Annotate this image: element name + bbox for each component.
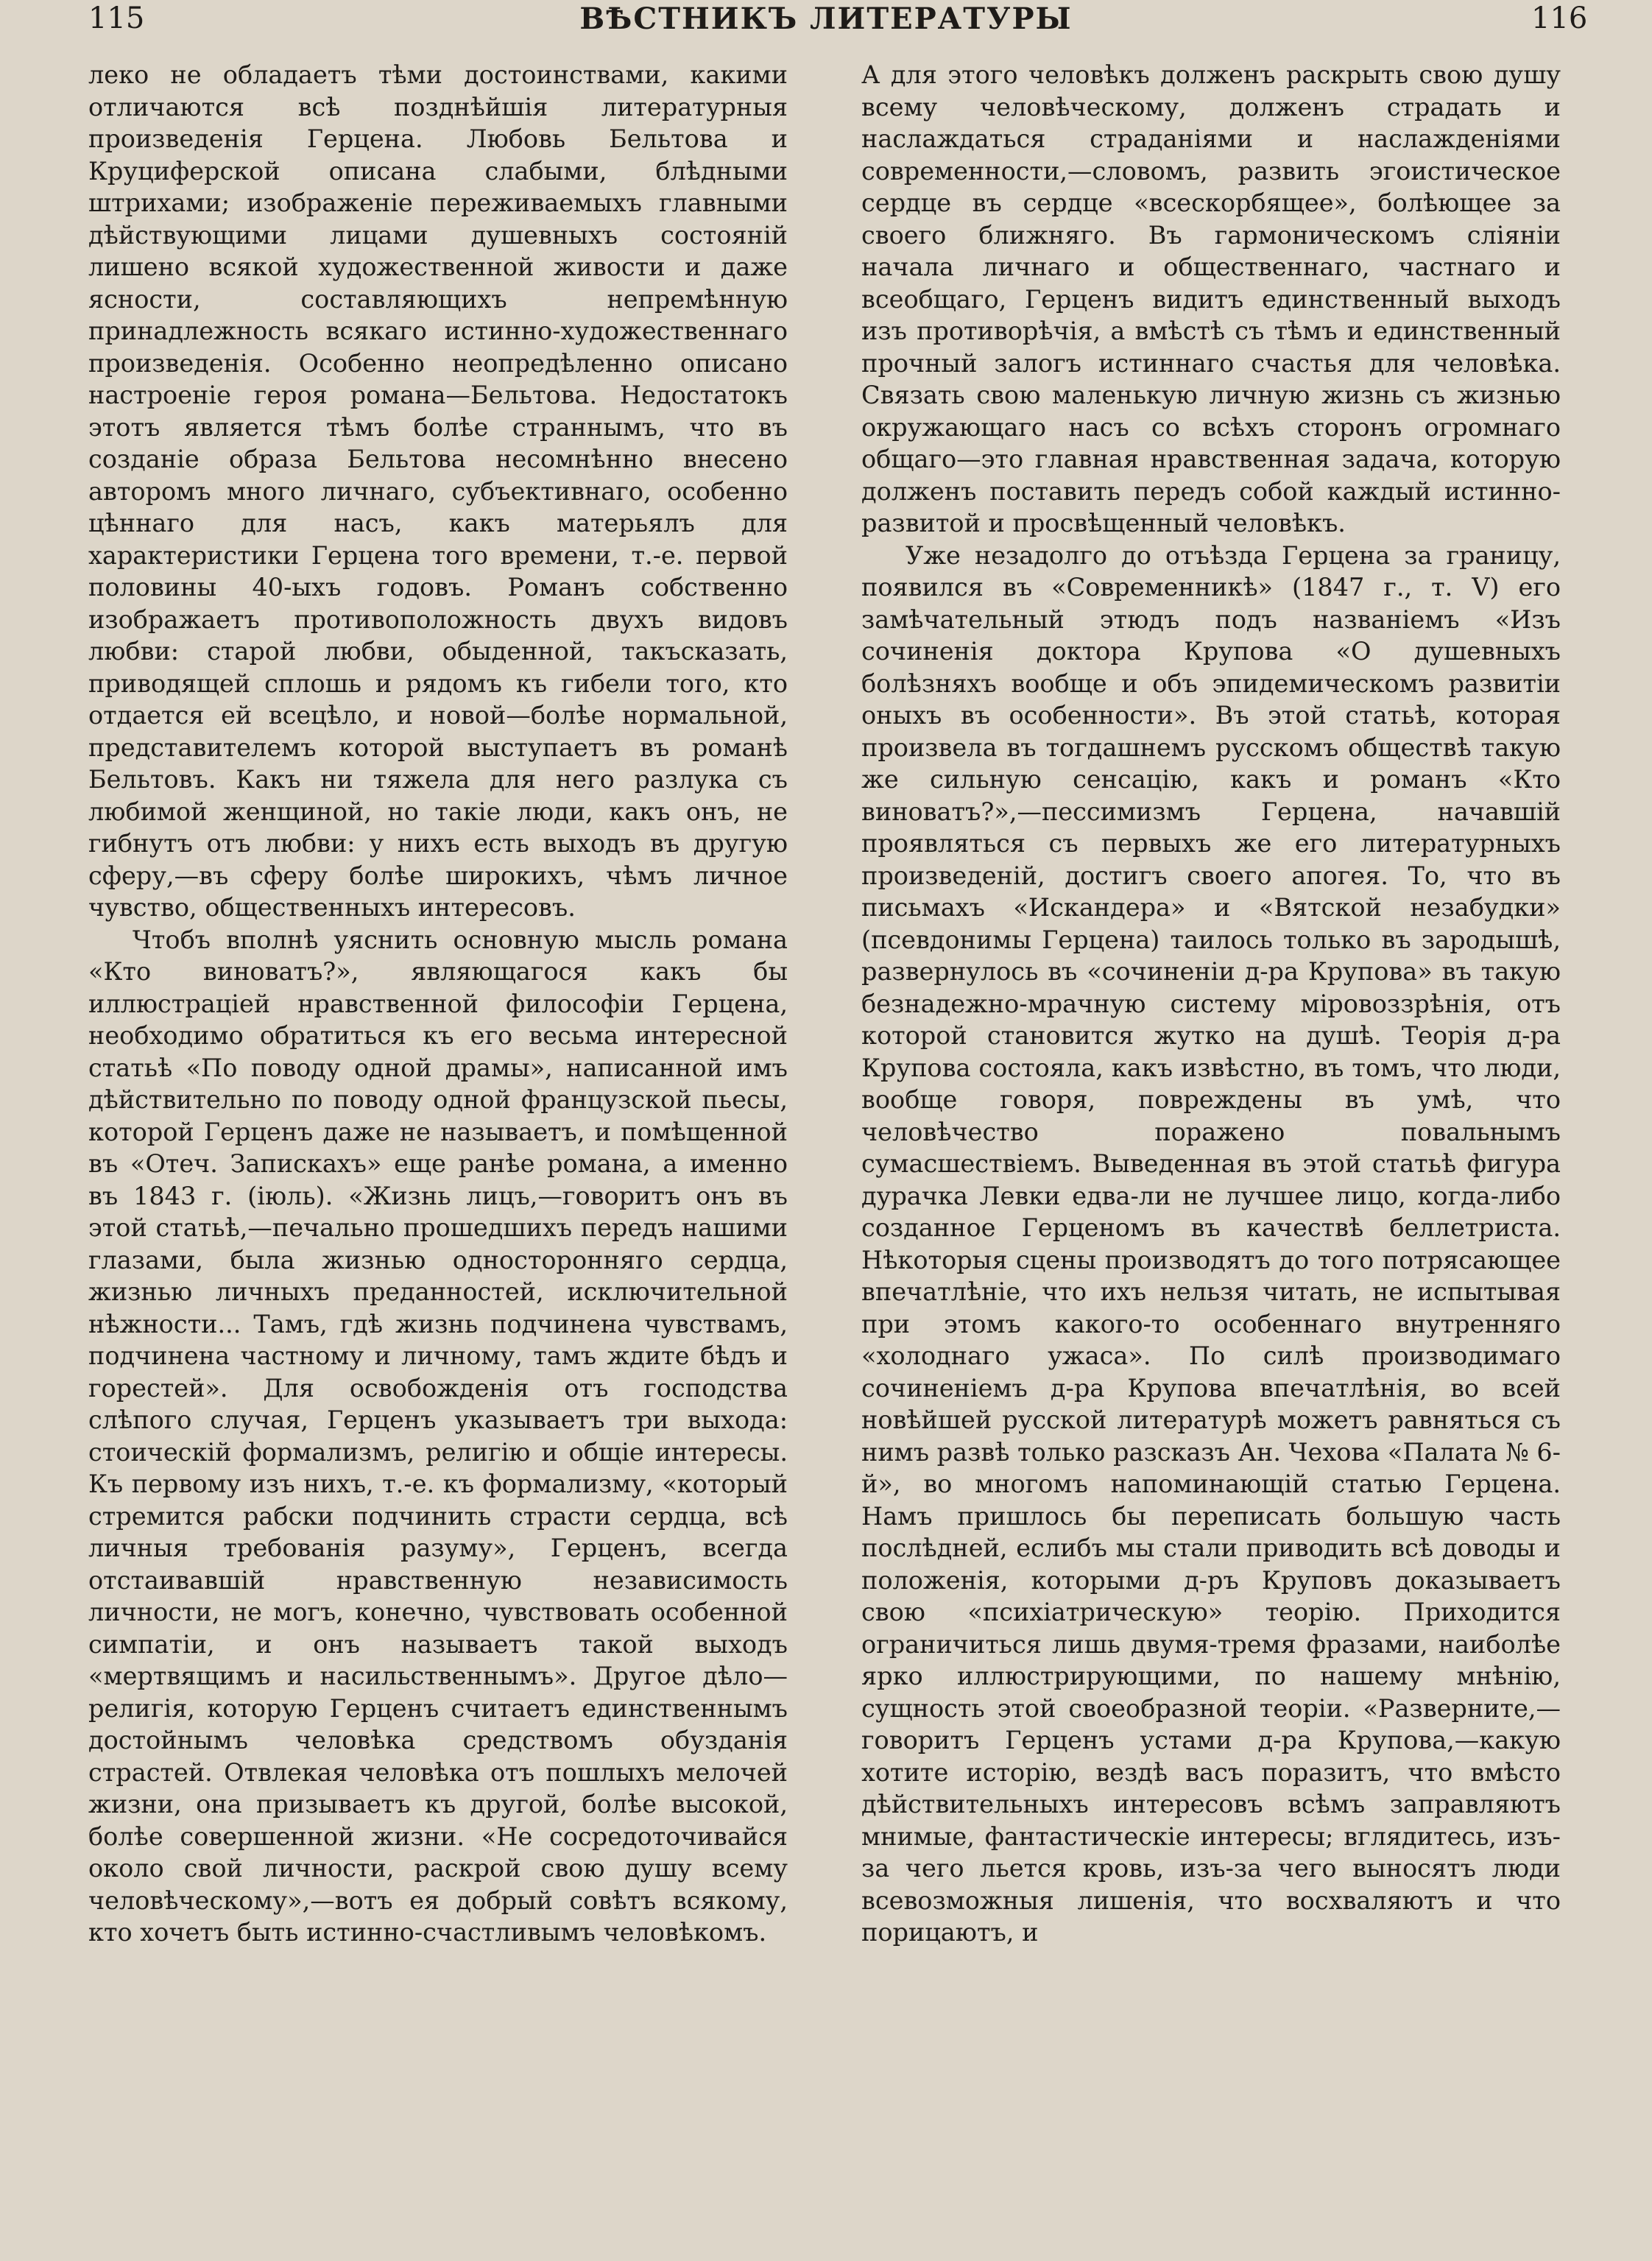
paragraph: Уже незадолго до отъѣзда Герцена за границу, появился въ «Современникѣ» (1847 г., т. V) его замѣчательный этюдъ подъ названіемъ «Изъ сочиненія доктора Крупова «О душевныхъ болѣзняхъ вообще и объ эпидемическомъ развитіи оныхъ въ особенности». Въ этой статьѣ, которая произвела въ тогдашнемъ русскомъ обществѣ такую же сильную сенсацію, какъ и романъ «Кто виноватъ?»,—пессимизмъ Герцена, начавшій проявляться съ первыхъ же его литературныхъ произведеній, достигъ своего апогея. То, что въ письмахъ «Искандера» и «Вятской незабудки» (псевдонимы Герцена) таилось только въ зародышѣ, развернулось въ «сочиненіи д-ра Крупова» въ такую безнадежно-мрачную систему міровоззрѣнія, отъ которой становится жутко на душѣ. Теорія д-ра Крупова состояла, какъ извѣстно, въ томъ, что люди, вообще говоря, повреждены въ умѣ, что человѣчество поражено повальнымъ сумасшествіемъ. Выведенная въ этой статьѣ фигура дурачка Левки едва-ли не лучшее лицо, когда-либо созданное Герценомъ въ качествѣ беллетриста. Нѣкоторыя сцены производятъ до того потрясающее впечатлѣніе, что ихъ нельзя читать, не испытывая при этомъ какого-то особеннаго внутренняго «холоднаго ужаса». По силѣ производимаго сочиненіемъ д-ра Крупова впечатлѣнія, во всей новѣйшей русской литературѣ можетъ равняться съ нимъ развѣ только разсказъ Ан. Чехова «Палата № 6-й», во многомъ напоминающій статью Герцена. Намъ пришлось бы переписать большую часть послѣдней, еслибъ мы стали приводить всѣ доводы и положенія, которыми д-ръ Круповъ доказываетъ свою «психіатрическую» теорію. Приходится ограничиться лишь двумя-тремя фразами, наиболѣе ярко иллюстрирующими, по нашему мнѣнію, сущность этой своеобразной теоріи. «Разверните,—говоритъ Герценъ устами д-ра Крупова,—какую хотите исторію, вездѣ васъ поразитъ, что вмѣсто дѣйствительныхъ интересовъ всѣмъ заправляютъ мнимые, фантастическіе интересы; вглядитесь, изъ-за чего льется кровь, изъ-за чего выносятъ люди всевозможныя лишенія, что восхваляютъ и что порицаютъ, и [861,540,1561,1947]
page-number-right: 116 [1531,1,1588,35]
running-header [0,0,1652,44]
journal-title: ВѢСТНИКЪ ЛИТЕРАТУРЫ [579,1,1073,36]
right-column [861,59,1561,2238]
paragraph: Чтобъ вполнѣ уяснить основную мысль романа «Кто виноватъ?», являющагося какъ бы иллюстраціей нравственной философіи Герцена, необходимо обратиться къ его весьма интересной статьѣ «По поводу одной драмы», написанной имъ дѣйствительно по поводу одной французской пьесы, которой Герценъ даже не называетъ, и помѣщенной въ «Отеч. Запискахъ» еще ранѣе романа, а именно въ 1843 г. (іюль). «Жизнь лицъ,—говоритъ онъ въ этой статьѣ,—печально прошедшихъ передъ нашими глазами, была жизнью односторонняго сердца, жизнью личныхъ преданностей, исключительной нѣжности... Тамъ, гдѣ жизнь подчинена чувствамъ, подчинена частному и личному, тамъ ждите бѣдъ и горестей». Для освобожденія отъ господства слѣпого случая, Герценъ указываетъ три выхода: стоическій формализмъ, религію и общіе интересы. Къ первому изъ нихъ, т.-е. къ формализму, «который стремится рабски подчинить страсти сердца, всѣ личныя требованія разуму», Герценъ, всегда отстаивавшій нравственную независимость личности, не могъ, конечно, чувствовать особенной симпатіи, и онъ называетъ такой выходъ «мертвящимъ и насильственнымъ». Другое дѣло—религія, которую Герценъ считаетъ единственнымъ достойнымъ человѣка средствомъ обузданія страстей. Отвлекая человѣка отъ пошлыхъ мелочей жизни, она призываетъ къ другой, болѣе высокой, болѣе совершенной жизни. «Не сосредоточивайся около свой личности, раскрой свою душу всему человѣческому»,—вотъ ея добрый совѣтъ всякому, кто хочетъ быть истинно-счастливымъ человѣкомъ. [88,925,788,1947]
page-number-left: 115 [88,1,145,35]
left-column [88,59,788,2238]
paragraph: леко не обладаетъ тѣми достоинствами, какими отличаются всѣ позднѣйшія литературныя произведенія Герцена. Любовь Бельтова и Круциферской описана слабыми, блѣдными штрихами; изображеніе переживаемыхъ главными дѣйствующими лицами душевныхъ состояній лишено всякой художественной живости и даже ясности, составляющихъ непремѣнную принадлежность всякаго истинно-художественнаго произведенія. Особенно неопредѣленно описано настроеніе героя романа—Бельтова. Недостатокъ этотъ является тѣмъ болѣе страннымъ, что въ созданіе образа Бельтова несомнѣнно внесено авторомъ много личнаго, субъективнаго, особенно цѣннаго для насъ, какъ матерьялъ для характеристики Герцена того времени, т.-е. первой половины 40-ыхъ годовъ. Романъ собственно изображаетъ противоположность двухъ видовъ любви: старой любви, обыденной, такъсказать, приводящей сплошь и рядомъ къ гибели того, кто отдается ей всецѣло, и новой—болѣе нормальной, представителемъ которой выступаетъ въ романѣ Бельтовъ. Какъ ни тяжела для него разлука съ любимой женщиной, но такіе люди, какъ онъ, не гибнутъ отъ любви: у нихъ есть выходъ въ другую сферу,—въ сферу болѣе широкихъ, чѣмъ личное чувство, общественныхъ интересовъ. [88,60,788,922]
paragraph: А для этого человѣкъ долженъ раскрыть свою душу всему человѣческому, долженъ страдать и наслаждаться страданіями и наслажденіями современности,—словомъ, развить эгоистическое сердце въ сердце «всескорбящее», болѣющее за своего ближняго. Въ гармоническомъ сліяніи начала личнаго и общественнаго, частнаго и всеобщаго, Герценъ видитъ единственный выходъ изъ противорѣчія, а вмѣстѣ съ тѣмъ и единственный прочный залогъ истиннаго счастья для человѣка. Связать свою маленькую личную жизнь съ жизнью окружающаго насъ со всѣхъ сторонъ огромнаго общаго—это главная нравственная задача, которую долженъ поставить передъ собой каждый истинно-развитой и просвѣщенный человѣкъ. [861,60,1561,537]
